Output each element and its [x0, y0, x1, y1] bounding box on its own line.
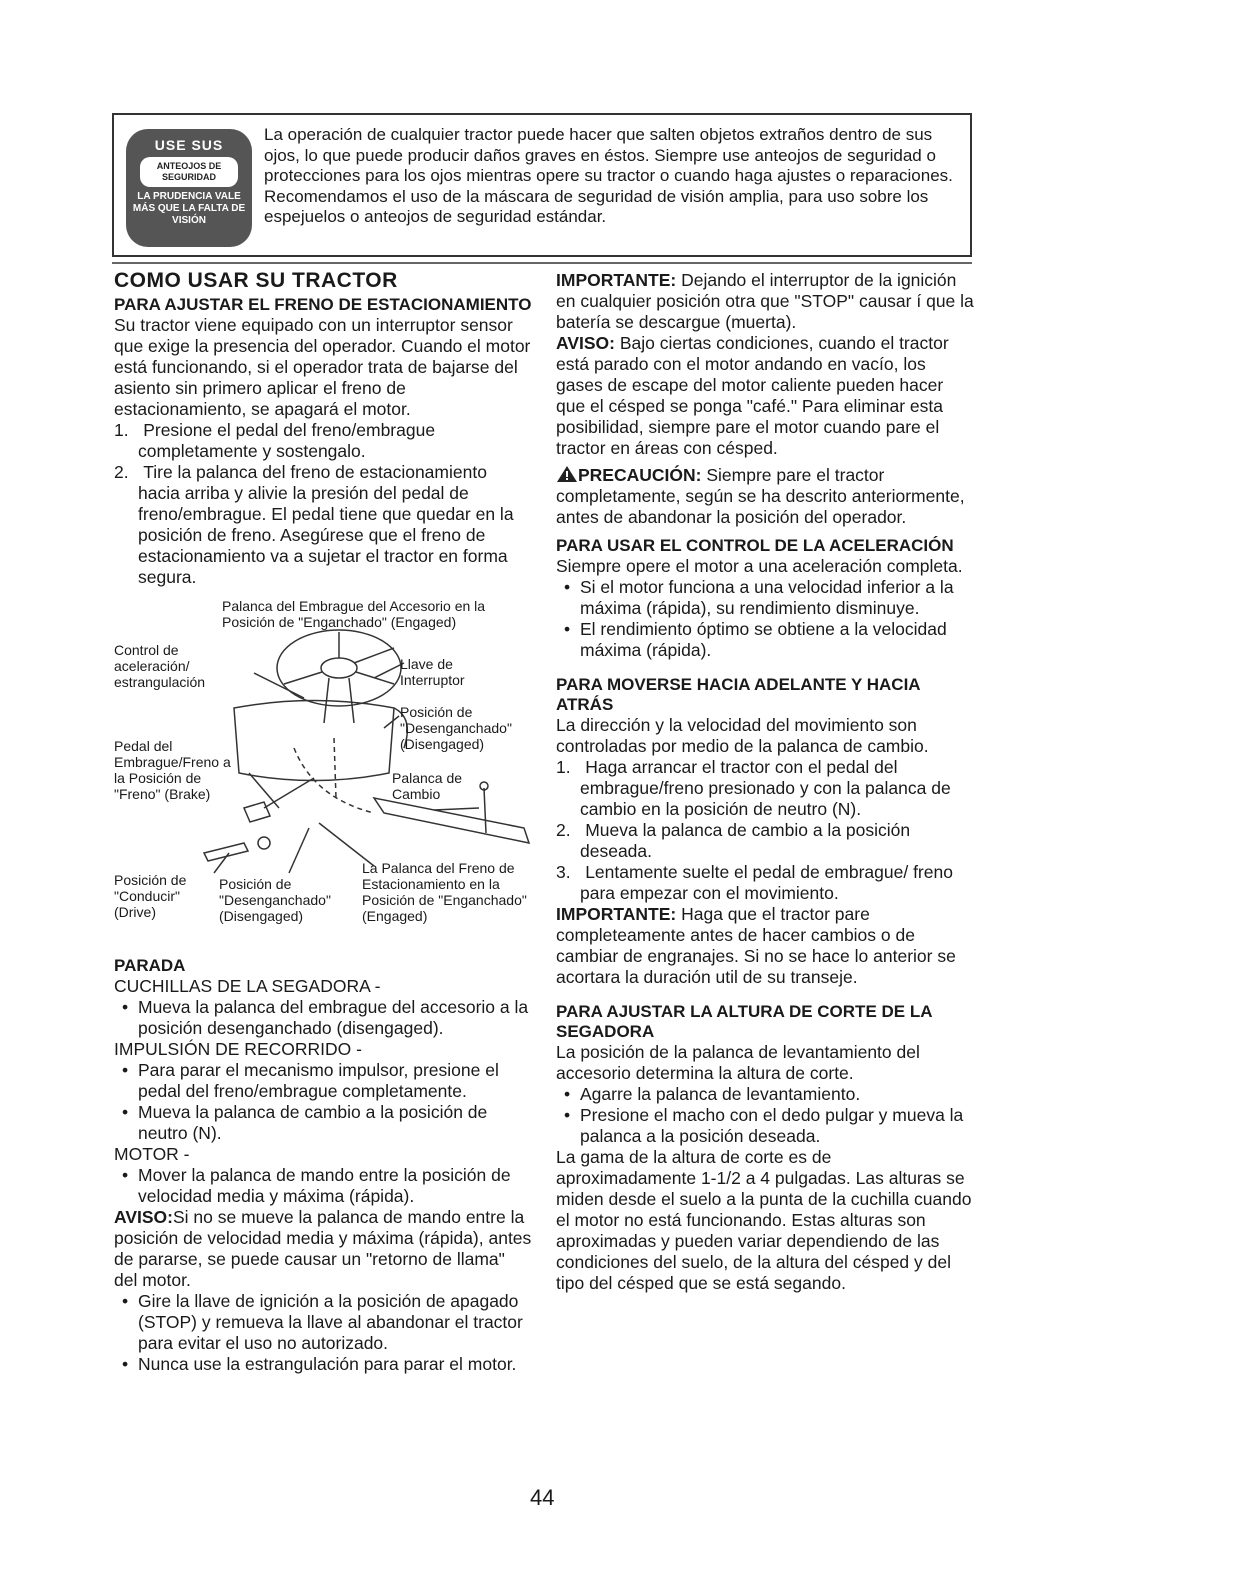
section-title: COMO USAR SU TRACTOR — [114, 269, 398, 292]
important-label: IMPORTANTE: — [556, 270, 677, 290]
aviso-label: AVISO: — [114, 1207, 173, 1227]
figure-label-throttle: Control de aceleración/ estrangulación — [114, 642, 206, 690]
safety-warning-box — [112, 113, 972, 257]
height-intro: La posición de la palanca de levantamiento del accesorio determina la altura de corte. — [556, 1042, 920, 1083]
motor-bullet-1: • Mover la palanca de mando entre la posición de velocidad media y máxima (rápida). — [114, 1165, 532, 1207]
figure-label-drive: Posición de "Conducir" (Drive) — [114, 872, 187, 920]
right-column — [556, 270, 976, 1294]
step-text: Tire la palanca del freno de estacionamiento hacia arriba y alivie la presión del pedal de freno/embrague. El pedal tiene que quedar en la posición de freno. Asegúrese que el freno de estacionamiento va a sujetar el tractor en forma segura. — [138, 462, 514, 587]
caution-label: PRECAUCIÓN: — [578, 465, 702, 485]
aviso-paragraph — [556, 333, 976, 459]
step-text: Haga arrancar el tractor con el pedal del embrague/freno presionado y con la palanca de cambio en la posición de neutro (N). — [580, 757, 951, 819]
step-number: 3. — [556, 862, 571, 882]
drive-heading: IMPULSIÓN DE RECORRIDO - — [114, 1039, 362, 1059]
stop-heading: PARADA — [114, 956, 186, 975]
caution-text: Siempre pare el tractor completamente, según se ha descrito anteriormente, antes de abandonar la posición del operador. — [556, 465, 965, 527]
badge-top-text: USE SUS — [154, 137, 224, 153]
brake-heading: PARA AJUSTAR EL FRENO DE ESTACIONAMIENTO — [114, 295, 532, 314]
important-label: IMPORTANTE: — [556, 904, 677, 924]
important-text: Dejando el interruptor de la ignición en cualquier posición otra que "STOP" causar í que la batería se descargue (muerta). — [556, 270, 974, 332]
throttle-intro: Siempre opere el motor a una aceleración completa. — [556, 556, 963, 576]
page-number: 44 — [530, 1485, 555, 1510]
move-step-2 — [556, 820, 976, 862]
drive-bullet-2: • Mueva la palanca de cambio a la posición de neutro (N). — [114, 1102, 532, 1144]
step-number: 2. — [556, 820, 571, 840]
move-step-3 — [556, 862, 976, 904]
brake-step-1 — [114, 420, 532, 462]
brake-step-2 — [114, 462, 532, 588]
divider — [112, 262, 972, 264]
left-column — [114, 270, 532, 1375]
figure-label-top: Palanca del Embrague del Accesorio en la Posición de "Enganchado" (Engaged) — [222, 598, 486, 630]
step-number: 1. — [556, 757, 571, 777]
brake-intro: Su tractor viene equipado con un interruptor sensor que exige la presencia del operador. Cuando el motor está funcionando, si el operador trata de bajarse del asiento sin primero aplicar el freno de estacionamiento, se apagará el motor. — [114, 315, 531, 419]
aviso-text: Bajo ciertas condiciones, cuando el tractor está parado con el motor andando en vacío, los gases de escape del motor caliente pueden hacer que el césped se ponga "café." Para eliminar esta posibilidad, siempre pare el motor cuando pare el tractor en áreas con césped. — [556, 333, 949, 458]
height-text: La gama de la altura de corte es de aproximadamente 1-1/2 a 4 pulgadas. Las alturas se miden desde el suelo a la punta de la cuchilla cuando el motor no está funcionando. Estas alturas son aproximadas y pueden variar dependiendo de las condiciones del suelo, de la altura del césped y del tipo del césped que se está segando. — [556, 1147, 972, 1293]
step-text: Mueva la palanca de cambio a la posición deseada. — [580, 820, 911, 861]
step-text: Lentamente suelte el pedal de embrague/ freno para empezar con el movimiento. — [580, 862, 953, 903]
height-heading: PARA AJUSTAR LA ALTURA DE CORTE DE LA SEGADORA — [556, 1002, 932, 1041]
aviso-paragraph — [114, 1207, 532, 1291]
safety-glasses-badge — [126, 129, 252, 247]
step-text: Presione el pedal del freno/embrague completamente y sostengalo. — [138, 420, 436, 461]
tractor-controls-figure — [114, 598, 532, 958]
height-bullet-1: • Agarre la palanca de levantamiento. — [556, 1084, 976, 1105]
badge-mid-text: ANTEOJOS DE SEGURIDAD — [140, 157, 238, 187]
caution-paragraph — [556, 465, 976, 528]
move-step-1 — [556, 757, 976, 820]
blades-heading: CUCHILLAS DE LA SEGADORA - — [114, 976, 381, 996]
aviso-label: AVISO: — [556, 333, 615, 353]
figure-label-disengaged-top: Posición de "Desenganchado" (Disengaged) — [400, 704, 512, 752]
throttle-heading: PARA USAR EL CONTROL DE LA ACELERACIÓN — [556, 536, 954, 555]
throttle-bullet-2: • El rendimiento óptimo se obtiene a la velocidad máxima (rápida). — [556, 619, 976, 661]
figure-label-pedal: Pedal del Embrague/Freno a la Posición de "Freno" (Brake) — [114, 738, 231, 802]
move-heading: PARA MOVERSE HACIA ADELANTE Y HACIA ATRÁS — [556, 675, 920, 714]
step-number: 2. — [114, 462, 129, 482]
step-number: 1. — [114, 420, 129, 440]
important-paragraph-1 — [556, 270, 976, 333]
warning-text: La operación de cualquier tractor puede hacer que salten objetos extraños dentro de sus ojos, lo que puede producir daños graves en éstos. Siempre use anteojos de seguridad o protecciones para los ojos mientras opere su tractor o cuando haga ajustes o reparaciones. Recomendamos el uso de la máscara de seguridad de visión amplia, para uso sobre los espejuelos o anteojos de seguridad estándar. — [264, 125, 953, 226]
blades-bullet: • Mueva la palanca del embrague del accesorio a la posición desenganchado (disengaged). — [114, 997, 532, 1039]
motor-bullet-3: • Nunca use la estrangulación para parar el motor. — [114, 1354, 532, 1375]
move-intro: La dirección y la velocidad del movimiento son controladas por medio de la palanca de cambio. — [556, 715, 929, 756]
important-text: Haga que el tractor pare completeamente antes de hacer cambios o de cambiar de engranajes. Si no se hace lo anterior se acortara la duración util de su transeje. — [556, 904, 956, 987]
motor-heading: MOTOR - — [114, 1144, 190, 1164]
drive-bullet-1: • Para parar el mecanismo impulsor, presione el pedal del freno/embrague completamente. — [114, 1060, 532, 1102]
figure-label-parking-brake: La Palanca del Freno de Estacionamiento en la Posición de "Enganchado" (Engaged) — [362, 860, 527, 924]
figure-label-key: Llave de Interruptor — [400, 656, 465, 688]
badge-bottom-text: LA PRUDENCIA VALE MÁS QUE LA FALTA DE VISIÓN — [132, 191, 246, 226]
throttle-bullet-1: • Si el motor funciona a una velocidad inferior a la máxima (rápida), su rendimiento disminuye. — [556, 577, 976, 619]
figure-label-disengaged-bottom: Posición de "Desenganchado" (Disengaged) — [219, 876, 331, 924]
figure-label-shift: Palanca de Cambio — [392, 770, 463, 802]
height-bullet-2: • Presione el macho con el dedo pulgar y mueva la palanca a la posición deseada. — [556, 1105, 976, 1147]
aviso-text: Si no se mueve la palanca de mando entre la posición de velocidad media y máxima (rápida), antes de pararse, se puede causar un "retorno de llama" del motor. — [114, 1207, 532, 1290]
important-paragraph-2 — [556, 904, 976, 988]
motor-bullet-2: • Gire la llave de ignición a la posición de apagado (STOP) y remueva la llave al abandonar el tractor para evitar el uso no autorizado. — [114, 1291, 532, 1354]
warning-triangle-icon — [556, 465, 578, 483]
